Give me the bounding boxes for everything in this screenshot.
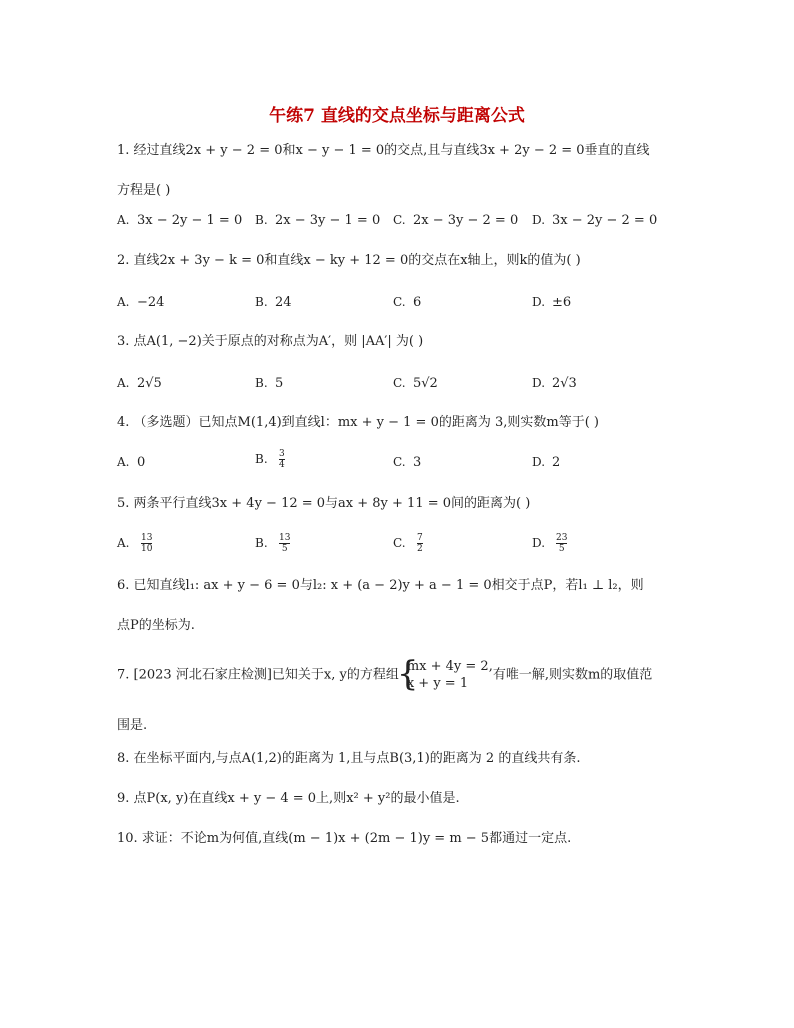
option-key: D. — [532, 536, 546, 550]
option-b[interactable] — [255, 292, 292, 313]
question-7-suffix: 有唯一解,则实数m的取值范 — [492, 667, 653, 683]
option-text: 2√3 — [552, 376, 577, 391]
option-text: 0 — [137, 455, 146, 470]
question-7-text-cont: 围是. — [117, 718, 148, 733]
option-b[interactable] — [255, 210, 380, 231]
option-b[interactable] — [255, 373, 283, 394]
fraction — [417, 533, 423, 554]
option-c[interactable] — [393, 373, 438, 394]
option-b[interactable] — [255, 449, 285, 470]
option-d[interactable] — [532, 292, 571, 313]
option-a[interactable] — [117, 452, 145, 473]
question-1-text-cont: 方程是( ) — [117, 183, 171, 198]
option-key: A. — [117, 376, 130, 390]
question-2-options — [117, 292, 697, 314]
option-text: ±6 — [552, 295, 572, 310]
option-key: D. — [532, 376, 546, 390]
fraction-denominator: 2 — [417, 544, 423, 554]
option-d[interactable] — [532, 452, 560, 473]
fraction-denominator: 10 — [141, 544, 153, 554]
option-d[interactable] — [532, 533, 567, 554]
fraction-numerator: 23 — [556, 533, 568, 543]
question-4-options — [117, 449, 697, 474]
question-2-text: 2. 直线2x + 3y − k = 0和直线x − ky + 12 = 0的交点在x轴上，则k的值为( ) — [117, 253, 581, 268]
option-key: A. — [117, 295, 130, 309]
question-3-options — [117, 373, 697, 395]
option-key: B. — [255, 295, 268, 309]
option-c[interactable] — [393, 292, 421, 313]
option-key: C. — [393, 455, 406, 469]
option-a[interactable] — [117, 533, 152, 554]
option-c[interactable] — [393, 452, 421, 473]
option-text: 6 — [413, 295, 422, 310]
question-9-text: 9. 点P(x, y)在直线x + y − 4 = 0上,则x² + y²的最小值是. — [117, 791, 460, 806]
fraction — [279, 533, 290, 554]
fraction-denominator: 4 — [279, 460, 285, 470]
question-3-text: 3. 点A(1, −2)关于原点的对称点为A′，则 |AA′| 为( ) — [117, 334, 424, 349]
option-text: 24 — [275, 295, 292, 310]
option-key: B. — [255, 536, 268, 550]
option-key: B. — [255, 452, 268, 466]
question-7-text — [117, 658, 652, 692]
option-key: A. — [117, 455, 130, 469]
question-4-text: 4. （多选题）已知点M(1,4)到直线l：mx + y − 1 = 0的距离为 3,则实数m等于( ) — [117, 415, 599, 430]
option-key: C. — [393, 295, 406, 309]
question-6-text-cont: 点P的坐标为. — [117, 618, 195, 633]
system-equation-1: { mx + 4y = 2, — [406, 659, 493, 674]
fraction-numerator: 13 — [141, 533, 153, 543]
question-6-text: 6. 已知直线l₁: ax + y − 6 = 0与l₂: x + (a − 2)y + a − 1 = 0相交于点P，若l₁ ⊥ l₂，则 — [117, 578, 644, 593]
option-a[interactable] — [117, 292, 164, 313]
option-d[interactable] — [532, 210, 657, 231]
option-key: A. — [117, 536, 130, 550]
question-5-options — [117, 533, 697, 555]
option-a[interactable] — [117, 373, 162, 394]
option-text: 3x − 2y − 2 = 0 — [552, 213, 658, 228]
fraction-numerator: 7 — [417, 533, 423, 543]
option-key: B. — [255, 213, 268, 227]
question-10-text: 10. 求证：不论m为何值,直线(m − 1)x + (2m − 1)y = m − 5都通过一定点. — [117, 831, 572, 846]
option-key: D. — [532, 455, 546, 469]
fraction-denominator: 5 — [558, 544, 565, 554]
option-key: D. — [532, 295, 546, 309]
fraction-denominator: 5 — [281, 544, 288, 554]
option-text: −24 — [137, 295, 165, 310]
system-equation-2: x + y = 1 — [406, 676, 469, 691]
option-a[interactable] — [117, 210, 242, 231]
option-key: B. — [255, 376, 268, 390]
option-d[interactable] — [532, 373, 577, 394]
option-text: 5√2 — [413, 376, 438, 391]
fraction — [556, 533, 567, 554]
option-key: C. — [393, 213, 406, 227]
option-text: 5 — [275, 376, 284, 391]
fraction — [141, 533, 152, 554]
question-1-text: 1. 经过直线2x + y − 2 = 0和x − y − 1 = 0的交点,且与直线3x + 2y − 2 = 0垂直的直线 — [117, 143, 650, 158]
question-5-text: 5. 两条平行直线3x + 4y − 12 = 0与ax + 8y + 11 = 0间的距离为( ) — [117, 496, 531, 511]
option-text: 2√5 — [137, 376, 162, 391]
option-b[interactable] — [255, 533, 290, 554]
question-8-text: 8. 在坐标平面内,与点A(1,2)的距离为 1,且与点B(3,1)的距离为 2 的直线共有条. — [117, 751, 581, 766]
equation-system — [399, 658, 493, 692]
question-1-options — [117, 210, 697, 232]
option-key: C. — [393, 536, 406, 550]
fraction-numerator: 13 — [279, 533, 291, 543]
option-c[interactable] — [393, 210, 518, 231]
option-text: 3x − 2y − 1 = 0 — [137, 213, 243, 228]
fraction-numerator: 3 — [279, 449, 285, 459]
question-7-prefix: 7. [2023 河北石家庄检测]已知关于x, y的方程组 — [117, 667, 399, 683]
page-title: 午练7 直线的交点坐标与距离公式 — [269, 106, 525, 126]
fraction — [279, 449, 285, 470]
option-key: C. — [393, 376, 406, 390]
option-key: A. — [117, 213, 130, 227]
option-text: 2x − 3y − 1 = 0 — [275, 213, 381, 228]
option-text: 2 — [552, 455, 561, 470]
option-text: 3 — [413, 455, 422, 470]
option-key: D. — [532, 213, 546, 227]
option-text: 2x − 3y − 2 = 0 — [413, 213, 519, 228]
option-c[interactable] — [393, 533, 423, 554]
